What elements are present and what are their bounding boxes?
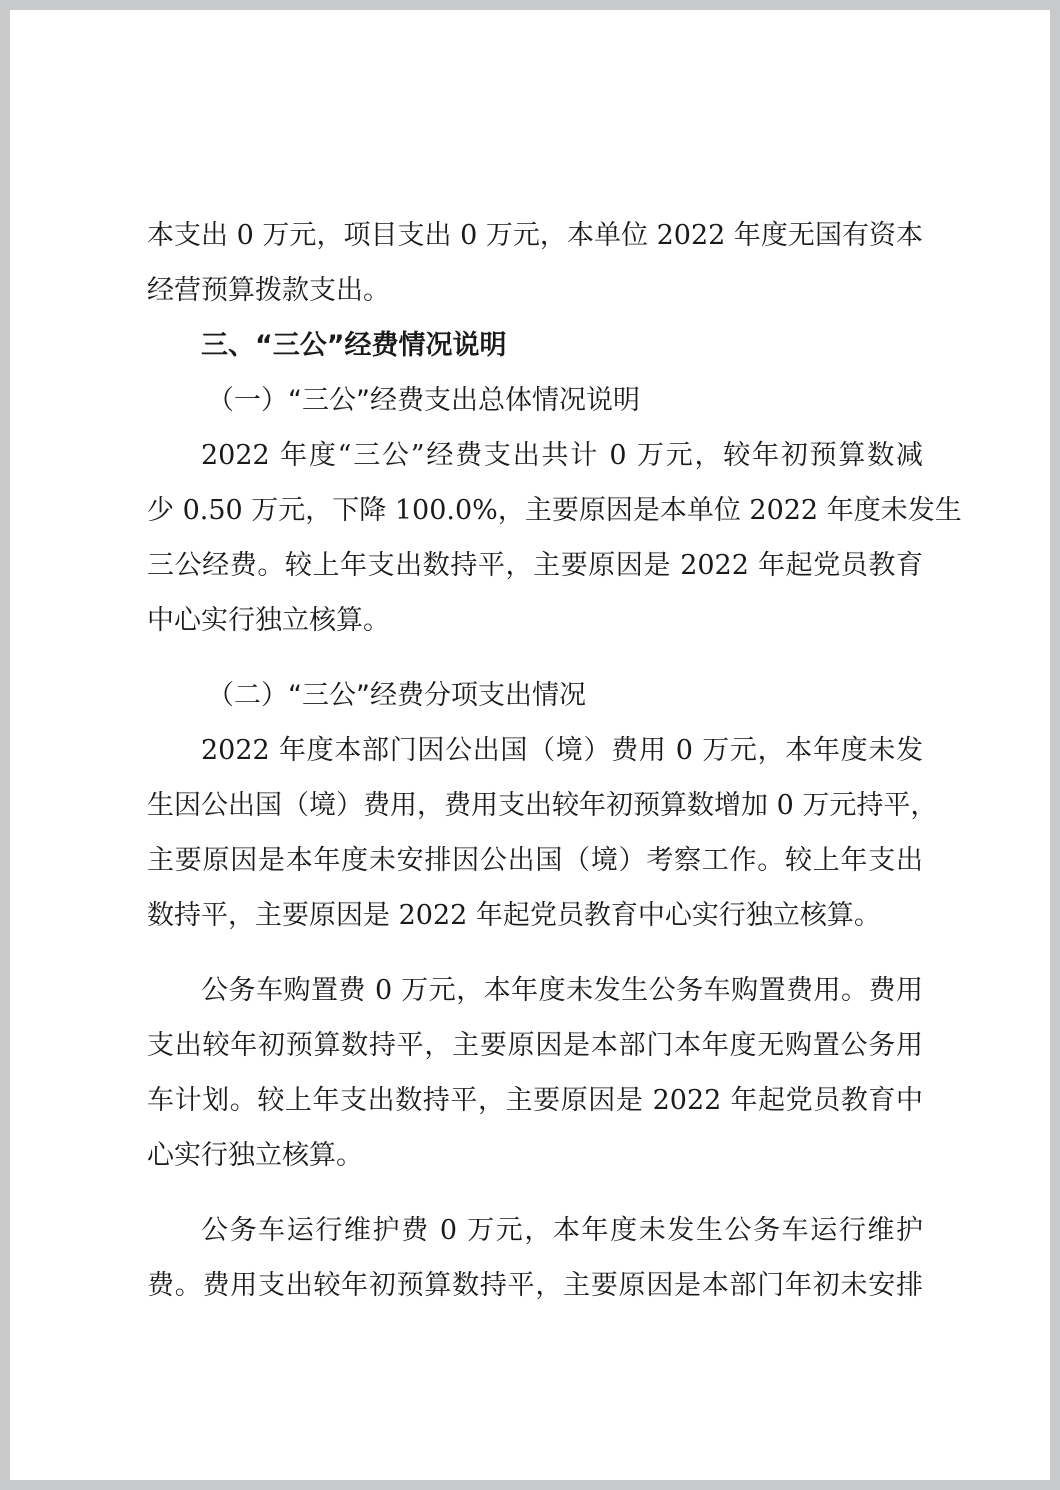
text-line: 公务车购置费 0 万元，本年度未发生公务车购置费用。费用 [201, 975, 923, 1006]
text-line: 中心实行独立核算。 [147, 605, 390, 636]
subsection-heading: （一）“三公”经费支出总体情况说明 [207, 385, 640, 416]
text-line: 生因公出国（境）费用，费用支出较年初预算数增加 0 万元持平， [147, 790, 938, 821]
text-line: 2022 年度“三公”经费支出共计 0 万元，较年初预算数减 [201, 440, 923, 471]
text-line: 公务车运行维护费 0 万元，本年度未发生公务车运行维护 [201, 1215, 923, 1246]
subsection-heading: （二）“三公”经费分项支出情况 [207, 680, 586, 711]
text-line: 支出较年初预算数持平，主要原因是本部门本年度无购置公务用 [147, 1030, 923, 1061]
text-line: 本支出 0 万元，项目支出 0 万元，本单位 2022 年度无国有资本 [147, 220, 923, 251]
text-line: 2022 年度本部门因公出国（境）费用 0 万元，本年度未发 [201, 735, 923, 766]
text-line: 少 0.50 万元，下降 100.0%，主要原因是本单位 2022 年度未发生 [147, 495, 962, 526]
document-body [147, 208, 962, 1313]
text-line: 经营预算拨款支出。 [147, 275, 390, 306]
text-line: 三公经费。较上年支出数持平，主要原因是 2022 年起党员教育 [147, 550, 923, 581]
paragraph-gap [147, 943, 923, 963]
text-line: 心实行独立核算。 [147, 1140, 363, 1171]
section-heading: 三、“三公”经费情况说明 [201, 330, 507, 361]
text-line: 费。费用支出较年初预算数持平，主要原因是本部门年初未安排 [147, 1270, 923, 1301]
text-line: 主要原因是本年度未安排因公出国（境）考察工作。较上年支出 [147, 845, 923, 876]
text-line: 车计划。较上年支出数持平，主要原因是 2022 年起党员教育中 [147, 1085, 923, 1116]
paragraph-gap [147, 1183, 923, 1203]
text-line: 数持平，主要原因是 2022 年起党员教育中心实行独立核算。 [147, 900, 881, 931]
document-page [10, 10, 1050, 1480]
paragraph-gap [147, 648, 923, 668]
